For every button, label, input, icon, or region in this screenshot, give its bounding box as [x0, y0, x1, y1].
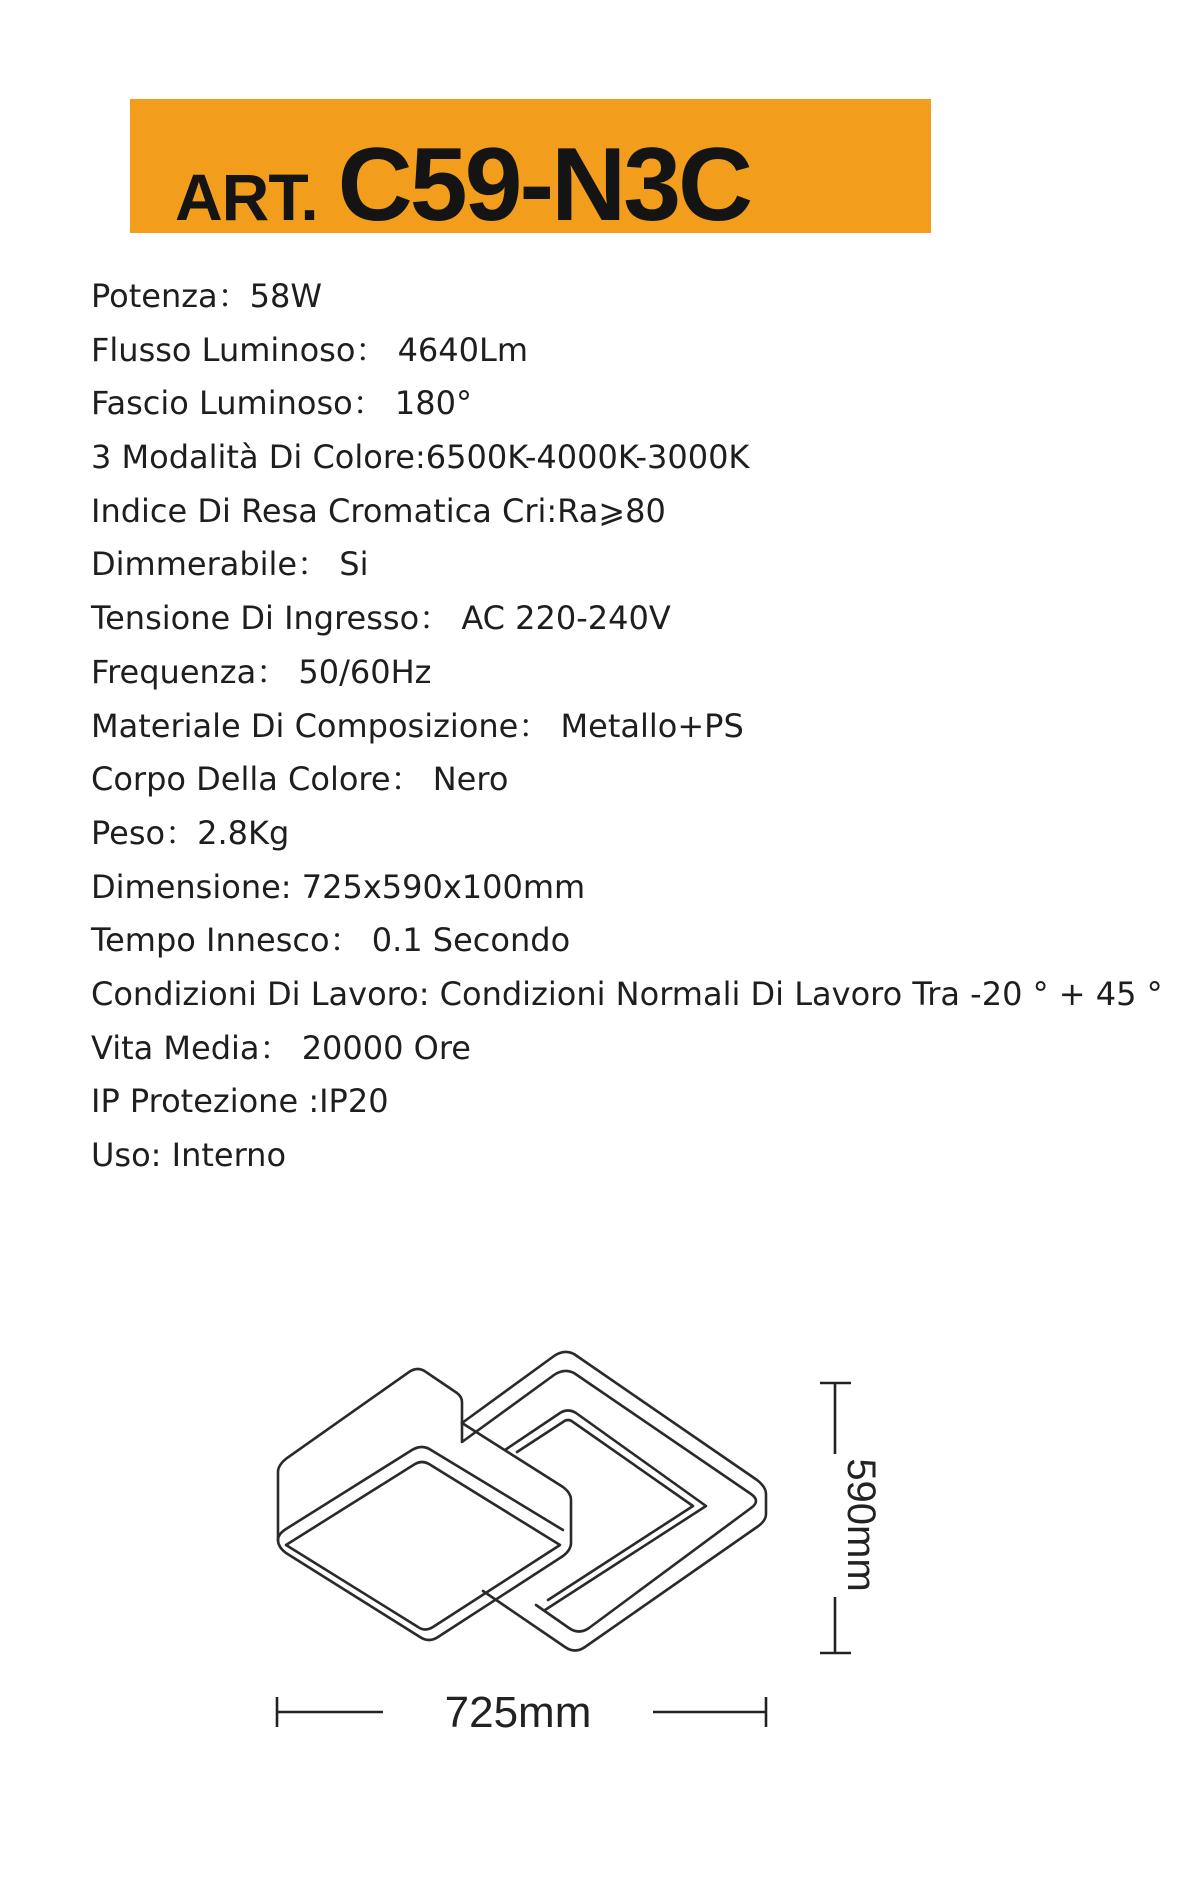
spec-input-voltage: Tensione Di Ingresso： AC 220-240V — [91, 599, 671, 638]
spec-beam-angle: Fascio Luminoso： 180° — [91, 384, 472, 423]
article-prefix: ART. — [175, 160, 318, 234]
spec-ip-rating: IP Protezione :IP20 — [91, 1082, 389, 1121]
article-code: C59-N3C — [337, 127, 751, 243]
spec-dimmable: Dimmerabile： Si — [91, 545, 369, 584]
spec-lifespan: Vita Media： 20000 Ore — [91, 1028, 471, 1067]
front-square-fixture — [278, 1369, 571, 1640]
spec-color-modes: 3 Modalità Di Colore:6500K-4000K-3000K — [91, 438, 750, 477]
back-square-fixture — [462, 1352, 766, 1651]
spec-material: Materiale Di Composizione： Metallo+PS — [91, 706, 744, 745]
spec-weight: Peso：2.8Kg — [91, 813, 290, 852]
spec-working-conditions: Condizioni Di Lavoro: Condizioni Normali Di Lavoro Tra -20 ° + 45 ° — [91, 974, 1163, 1013]
spec-usage: Uso: Interno — [91, 1136, 287, 1174]
height-label: 590mm — [839, 1458, 883, 1592]
spec-luminous-flux: Flusso Luminoso： 4640Lm — [91, 330, 529, 369]
spec-dimensions: Dimensione: 725x590x100mm — [91, 867, 586, 906]
spec-power: Potenza：58W — [91, 277, 323, 315]
spec-cri: Indice Di Resa Cromatica Cri:Ra⩾80 — [91, 491, 666, 530]
spec-frequency: Frequenza： 50/60Hz — [91, 652, 432, 691]
spec-body-color: Corpo Della Colore： Nero — [91, 760, 509, 799]
width-label: 725mm — [444, 1688, 592, 1737]
spec-ignition-time: Tempo Innesco： 0.1 Secondo — [91, 921, 571, 960]
